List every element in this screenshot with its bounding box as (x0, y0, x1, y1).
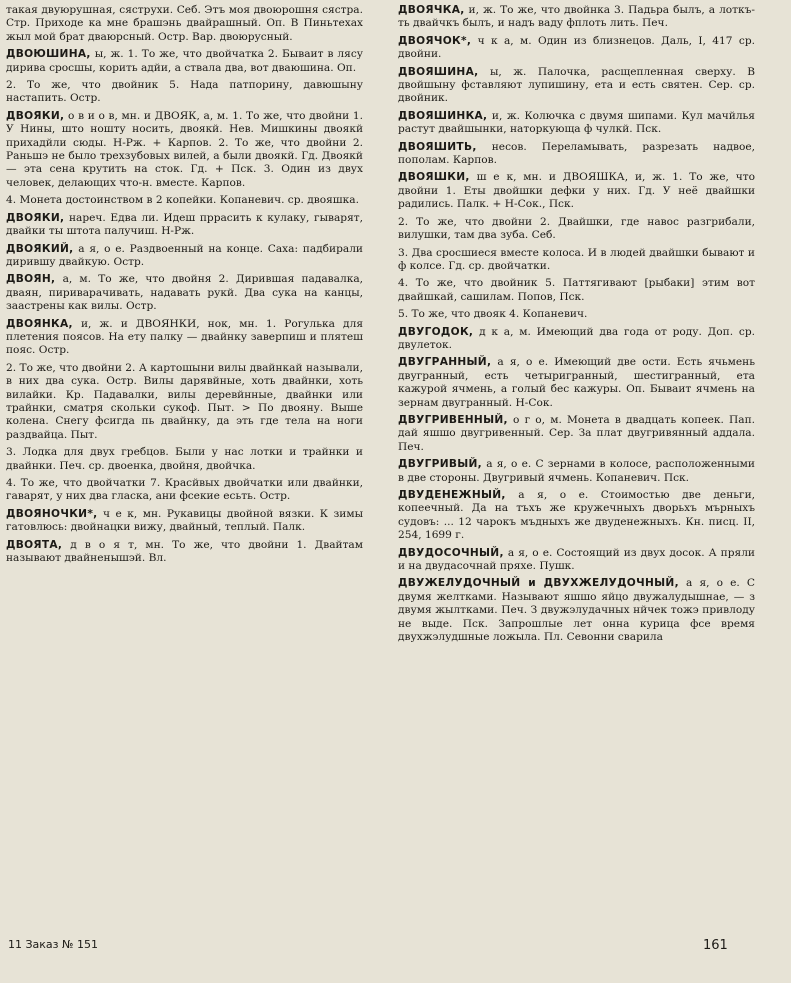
dictionary-entry (6, 318, 363, 358)
dictionary-entry (6, 362, 363, 442)
entry-headword: ДВОЯКИ, (6, 211, 65, 224)
entry-text: ш е к, мн. и ДВОЯШКА, и, ж. 1. То же, что двойни 1. Еты двойшки дефки у них. Гд. У неё двайшки радились. Палк. + Н-Сок., Пск. (398, 171, 755, 211)
entry-text: а я, о е. С двумя желтками. Называют яшшо яйцо двужалудышнае, — з двумя жылтками. Печ. З двужэлудачных нйчек тожэ привлоду не выде. Пск. Запрошлые лет онна курица фсе время двухжэлудшные ложыла. Пл. Севонни сварила (398, 577, 755, 644)
entry-text: а я, о е. Стоимостью две деньги, копеечный. Да на тъхъ же кружечныхъ дворьхъ мърныхъ судовъ: ... 12 чарокъ мъдныхъ же двуденежныхъ. Кн. писц. II, 254, 1699 г. (398, 489, 755, 542)
entry-text: и, ж. Колючка с двумя шипами. Кул мачйлья растут двайшынки, натоpкующа ф чулкй. Пск. (398, 109, 755, 136)
entry-text: ы, ж. 1. То же, что двойчатка 2. Бываит в лясу дирива сросшы, корить адйи, а ствала два, вот дваюшина. Оп. (6, 48, 363, 74)
entry-text: 5. То же, что двояк 4. Копаневич. (398, 308, 588, 321)
dictionary-entry (6, 194, 363, 207)
entry-text: а я, о е. Раздвоенный на конце. Саха: падбирали дирившу двайкую. Остр. (6, 242, 363, 268)
entry-text: такая двуюрушная, сяструхи. Себ. Этъ моя двоюрошня сястра. Стр. Приходе ка мне брашэнь двайрашный. Оп. В Пиньтехах жыл мой брат дваюрсный. Остр. Вар. двоюрусный. (6, 4, 363, 43)
entry-headword: ДВУДЕНЕЖНЫЙ, (398, 489, 506, 501)
entry-text: а, м. То же, что двойня 2. Дирившая падавалка, дваян, пириварачивать, надавать рукй. Два сука на канцы, заастрены как вилы. Остр. (6, 273, 363, 313)
dictionary-entry (398, 414, 755, 454)
dictionary-entry (6, 79, 363, 106)
dictionary-entry (398, 216, 755, 243)
entry-text: а я, о е. С зернами в колосе, расположенными в две стороны. Двугривый ячмень. Копаневич. Пск. (398, 458, 755, 484)
dictionary-entry (398, 4, 755, 31)
entry-text: 4. То же, что двойник 5. Паттягивают [рыбаки] этим вот двайшкай, сашилам. Попов, Пск. (398, 277, 755, 303)
entry-text: а я, о е. Состоящий из двух досок. А пряли и на двудасочнай пряхе. Пушк. (398, 546, 755, 573)
entry-headword: ДВОЮШИНА, (6, 48, 91, 61)
page-number: 161 (703, 938, 728, 953)
entry-text: ч к а, м. Один из близнецов. Даль, I, 417 ср. двойни. (398, 34, 755, 61)
entry-headword: ДВОЯНКА, (6, 317, 73, 330)
entry-text: о г о, м. Монета в двадцать копеек. Пап. дай яшшо двугривенный. Сер. За плат двугривянный аддала. Печ. (398, 413, 755, 453)
entry-text: 3. Два сросшиеся вместе колоса. И в людей двайшки бывают и ф колсе. Гд. ср. двойчатки. (398, 246, 755, 272)
dictionary-entry (398, 356, 755, 410)
entry-headword: ДВУГРИВЫЙ, (398, 458, 482, 471)
dictionary-entry (6, 446, 363, 473)
dictionary-entry (6, 273, 363, 313)
dictionary-entry (398, 308, 755, 321)
entry-text: ч е к, мн. Рукавицы двойной вязки. К зимы гатовлюсь: двойнацки вижу, двайный, теплый. Палк. (6, 507, 364, 534)
dictionary-entry (398, 110, 755, 137)
entry-text: несов. Переламывать, разрезать надвое, пополам. Карпов. (398, 140, 755, 167)
dictionary-entry (398, 35, 755, 62)
entry-headword: ДВОЯШКИ, (398, 171, 470, 184)
entry-text: 4. Монета достоинством в 2 копейки. Копаневич. ср. двояшка. (6, 194, 359, 207)
sheet-mark: 11 Заказ № 151 (8, 938, 98, 951)
entry-text: и, ж. То же, что двойнка 3. Падьра былъ, а лоткъ-ть двайчкъ былъ, и надъ ваду фплоть лить. Печ. (398, 4, 755, 30)
dictionary-entry (398, 326, 755, 353)
dictionary-entry (6, 48, 363, 75)
dictionary-entry (6, 4, 363, 44)
entry-text: 3. Лодка для двух гребцов. Были у нас лотки и трайнки и двайнки. Печ. ср. двоенка, двойня, двойчка. (6, 446, 363, 472)
entry-headword: ДВОЯЧКА, (398, 4, 465, 16)
entry-text: и, ж. и ДВОЯНКИ, нок, мн. 1. Рогулька для плетения поясов. На ету палку — двайнку заверпиш и плятеш пояс. Остр. (6, 317, 363, 357)
dictionary-entry (6, 243, 363, 270)
entry-headword: ДВУГРАННЫЙ, (398, 356, 492, 369)
entry-headword: ДВУГРИВЕННЫЙ, (398, 413, 508, 426)
entry-text: д в о я т, мн. То же, что двойни 1. Двайтам называют двайненышэй. Вл. (6, 538, 363, 565)
entry-headword: ДВОЯТА, (6, 538, 63, 551)
dictionary-entry (398, 66, 755, 106)
entry-headword: ДВОЯНОЧКИ*, (6, 507, 98, 520)
entry-text: о в и о в, мн. и ДВОЯК, а, м. 1. То же, что двойни 1. У Нины, што ношту носить, двоякй. Нев. Мишкины двоякй прихадйли сюды. Н-Рж. + Карпов. 2. То же, что двойни 2. Раньшэ не было трехзубовых вилей, а были двоякй. Гд. Двоякй — эта сена крутить на сток. Гд. + Пск. 3. Один из двух человек, делающих что-н. вместе. Карпов. (6, 109, 363, 189)
page-footer (0, 938, 791, 958)
right-column (398, 4, 755, 648)
dictionary-entry (398, 277, 755, 304)
entry-text: 2. То же, что двойни 2. А картошыни вилы двайнкай называли, в них два сука. Остр. Вилы дарявйные, хоть двайнки, хоть вилайки. Кр. Падавалки, вилы деревйнные, двайнки или трайнки, сматря скольки сукоф. Пыт. > По двояну. Выше колена. Снегу фсигда пь двайнку, да эть где тела на ноги раздвайца. Пыт. (6, 361, 363, 441)
dictionary-entry (6, 508, 363, 535)
dictionary-entry (398, 458, 755, 485)
entry-headword: ДВОЯШИТЬ, (398, 140, 477, 153)
entry-text: нареч. Едва ли. Идеш пррасить к кулаку, гыварят, двайки ты штота палучиш. Н-Рж. (6, 211, 363, 238)
entry-headword: ДВОЯШИНА, (398, 65, 479, 78)
entry-text: а я, о е. Имеющий две ости. Есть ячьмень двугранный, есть четыригранный, шестигранный, ета кажурой ячмень, а голый бес кажуры. Оп. Бываит ячмень на зернам двугранный. Н-Сок. (398, 356, 755, 409)
entry-headword: ДВОЯН, (6, 273, 56, 286)
dictionary-entry (398, 171, 755, 211)
entry-headword: ДВОЯШИНКА, (398, 109, 488, 122)
dictionary-entry (398, 577, 755, 644)
dictionary-entry (398, 141, 755, 168)
dictionary-entry (6, 539, 363, 566)
entry-text: 2. То же, что двойник 5. Нада патпорину, давюшыну настапить. Остр. (6, 79, 363, 105)
entry-headword: ДВУЖЕЛУДОЧНЫЙ и ДВУХЖЕЛУДОЧНЫЙ, (398, 577, 679, 590)
left-column (6, 4, 363, 569)
entry-headword: ДВОЯКИЙ, (6, 242, 74, 255)
entry-headword: ДВУДОСОЧНЫЙ, (398, 546, 504, 559)
entry-text: 4. То же, что двойчатки 7. Красйвых двойчатки или двайнки, гаварят, у них два гласка, ани фсекие есьть. Остр. (6, 477, 363, 503)
entry-headword: ДВУГОДОК, (398, 325, 474, 338)
dictionary-entry (6, 212, 363, 239)
dictionary-entry (6, 110, 363, 190)
dictionary-entry (398, 247, 755, 274)
dictionary-entry (6, 477, 363, 504)
entry-text: д к а, м. Имеющий два года от роду. Доп. ср. двулеток. (398, 325, 755, 351)
dictionary-entry (398, 489, 755, 543)
entry-headword: ДВОЯКИ, (6, 109, 65, 122)
entry-text: ы, ж. Палочка, расщепленная сверху. В двойшыну фставляют лупишину, ета и есть святен. Сер. ср. двойник. (398, 65, 755, 105)
dictionary-entry (398, 547, 755, 574)
entry-headword: ДВОЯЧОК*, (398, 34, 472, 47)
entry-text: 2. То же, что двойни 2. Двайшки, где навос разгрибали, вилушки, там два зуба. Себ. (398, 215, 755, 242)
